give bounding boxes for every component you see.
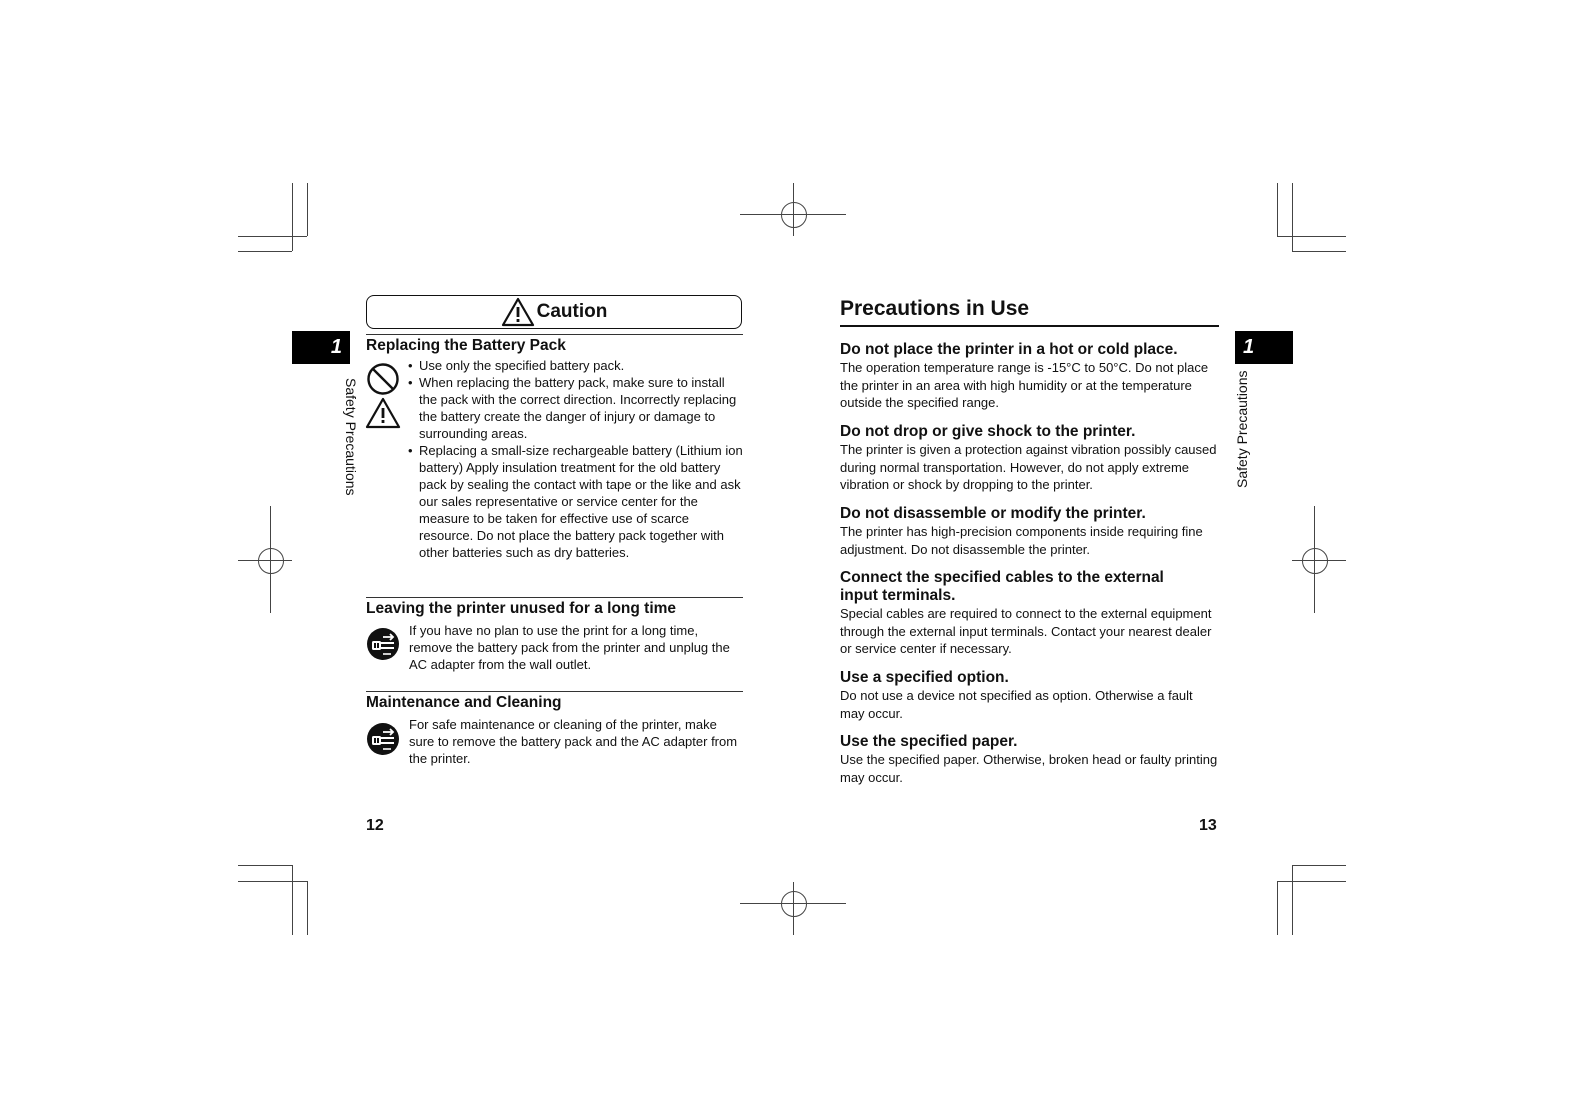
section-divider — [366, 597, 743, 598]
section-heading: Use the specified paper. — [840, 733, 1018, 750]
unplug-icon — [366, 722, 400, 761]
section-text: The printer has high-precision components inside requiring fine adjustment. Do not disassemble the printer. — [840, 524, 1203, 557]
list-item: • Use only the specified battery pack. — [406, 357, 746, 374]
list-item: • Replacing a small-size rechargeable battery (Lithium ion battery) Apply insulation treatment for the old battery pack by sealing the contact with tape or the like and ask our sales representative or service center for the measure to be taken for effective use of scarce resource. Do not place the battery pack together with other batteries such as dry batteries. — [406, 442, 746, 561]
section-text: Do not use a device not specified as option. Otherwise a fault may occur. — [840, 688, 1193, 721]
side-section-label: Safety Precautions — [1234, 370, 1250, 488]
section-heading-maintenance: Maintenance and Cleaning — [366, 694, 562, 711]
section-text: The operation temperature range is -15°C to 50°C. Do not place the printer in an area with high humidity or at the temperature outside the specified range. — [840, 360, 1209, 410]
section-heading: Do not place the printer in a hot or cold place. — [840, 341, 1178, 358]
unplug-icon — [366, 627, 400, 666]
section-text: The printer is given a protection against vibration possibly caused during normal transportation. However, do not apply extreme vibration or shock by dropping to the printer. — [840, 442, 1217, 492]
page-number: 12 — [366, 817, 384, 834]
side-section-label: Safety Precautions — [343, 378, 359, 496]
caution-label: Caution — [536, 301, 608, 322]
section-heading: Use a specified option. — [840, 669, 1009, 686]
page-title: Precautions in Use — [840, 297, 1030, 320]
warning-triangle-icon — [365, 397, 401, 434]
section-divider — [366, 691, 743, 692]
section-divider — [366, 334, 743, 335]
prohibition-icon — [366, 362, 400, 401]
title-divider — [840, 325, 1219, 327]
maintenance-text: For safe maintenance or cleaning of the printer, make sure to remove the battery pack and the AC adapter from the printer. — [409, 717, 738, 766]
unused-text: If you have no plan to use the print for a long time, remove the battery pack from the printer and unplug the AC adapter from the wall outlet. — [409, 623, 730, 672]
chapter-tab: 1 — [1235, 331, 1293, 364]
section-heading-battery: Replacing the Battery Pack — [366, 337, 566, 354]
warning-triangle-icon — [501, 297, 535, 327]
section-text: Use the specified paper. Otherwise, broken head or faulty printing may occur. — [840, 752, 1218, 785]
caution-banner — [366, 295, 742, 329]
section-heading-unused: Leaving the printer unused for a long time — [366, 600, 677, 617]
section-heading: Do not drop or give shock to the printer. — [840, 423, 1136, 440]
section-text: Special cables are required to connect to the external equipment through the external input terminals. Contact your nearest dealer or service center if necessary. — [840, 606, 1212, 656]
list-item: • When replacing the battery pack, make sure to install the pack with the correct direction. Incorrectly replacing the battery create the danger of injury or damage to surrounding areas. — [406, 374, 746, 442]
battery-bullet-list — [406, 357, 746, 561]
chapter-tab: 1 — [292, 331, 350, 364]
page-number: 13 — [1199, 817, 1217, 834]
section-heading: Connect the specified cables to the external input terminals. — [840, 569, 1164, 604]
section-heading: Do not disassemble or modify the printer. — [840, 505, 1146, 522]
